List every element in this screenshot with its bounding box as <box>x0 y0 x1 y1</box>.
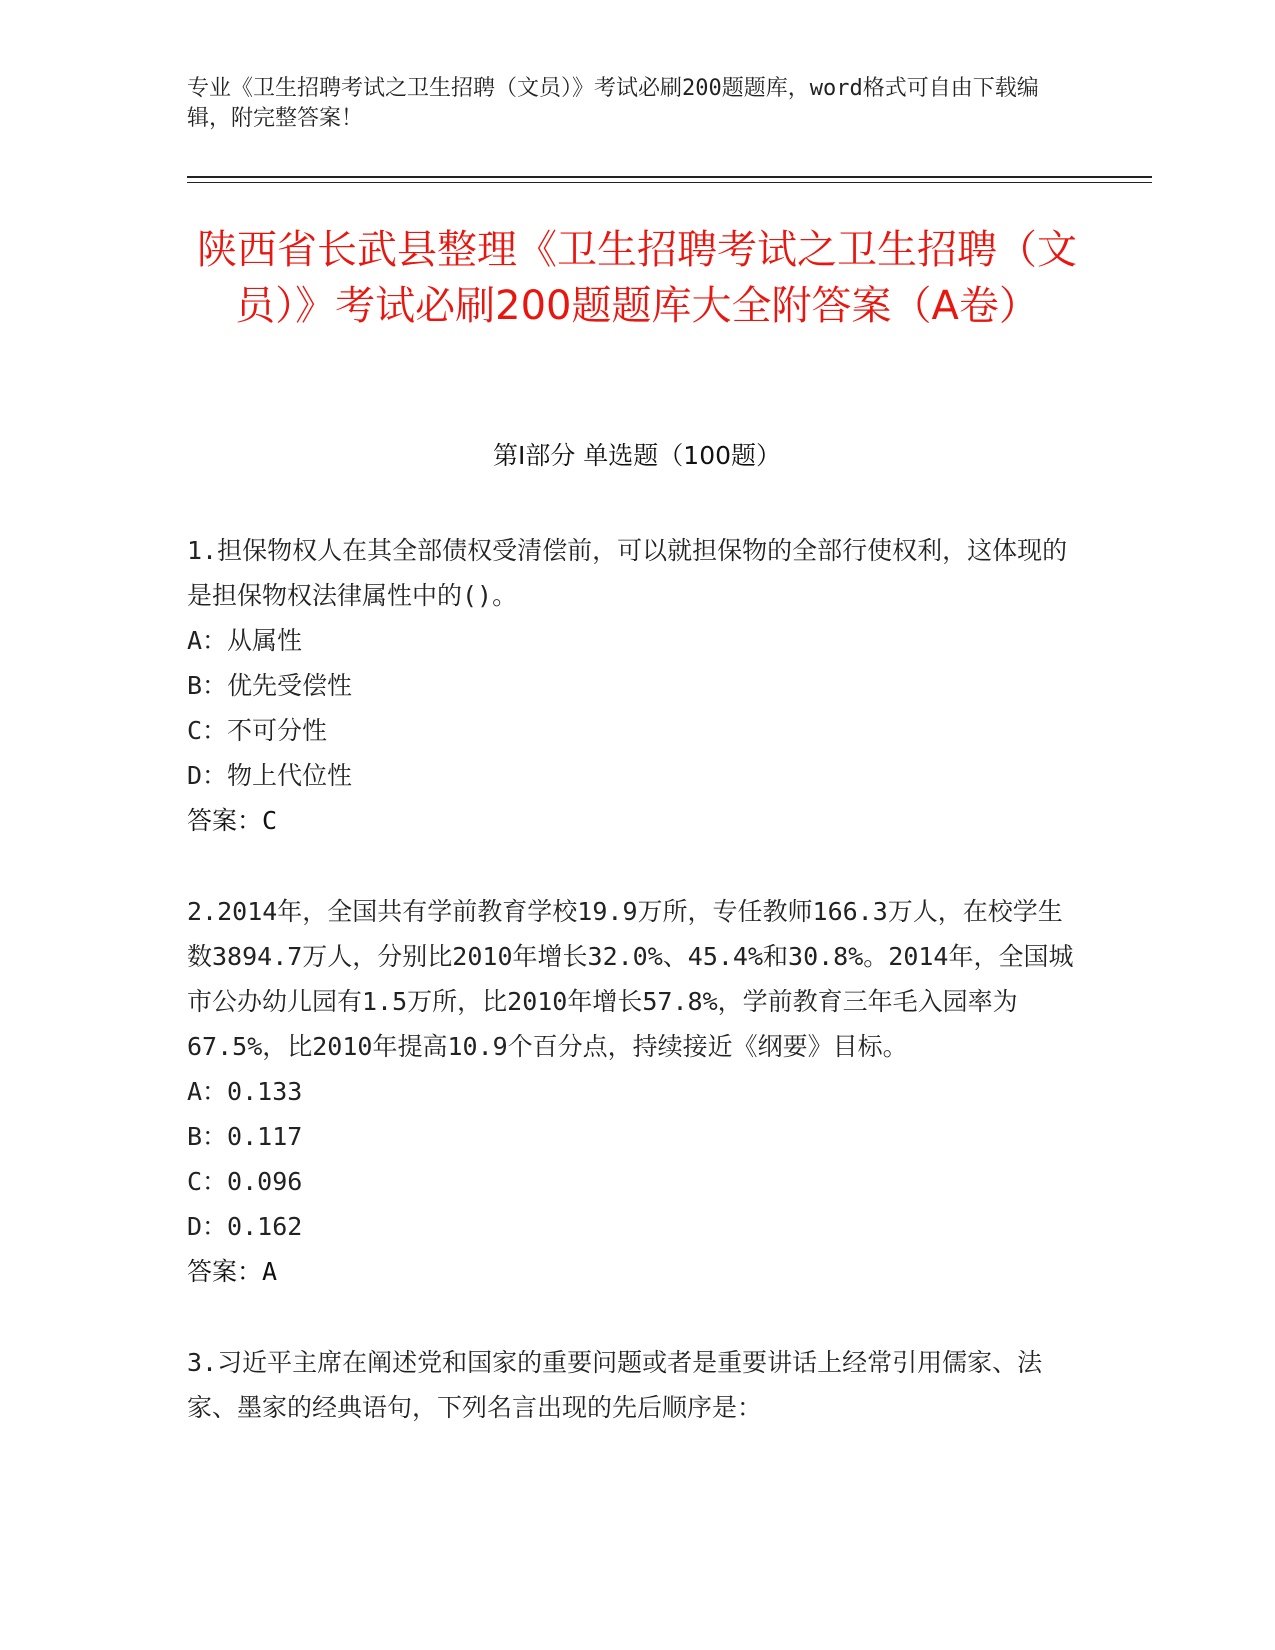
option-c: C：不可分性 <box>187 716 328 745</box>
option-a: A：从属性 <box>187 626 303 655</box>
option-b: B：优先受偿性 <box>187 671 353 700</box>
option-b: B：0.117 <box>187 1122 303 1151</box>
question-list <box>187 528 1087 1476</box>
question-stem: 1.担保物权人在其全部债权受清偿前，可以就担保物的全部行使权利，这体现的是担保物权法律属性中的()。 <box>187 536 1068 610</box>
header-note: 专业《卫生招聘考试之卫生招聘（文员）》考试必刷200题题库，word格式可自由下载编辑，附完整答案！ <box>187 76 1039 131</box>
option-d: D：0.162 <box>187 1212 303 1241</box>
answer-label: 答案： <box>187 1257 263 1286</box>
header-rule-thin <box>187 182 1152 183</box>
question-3 <box>187 1340 1087 1430</box>
question-stem: 3.习近平主席在阐述党和国家的重要问题或者是重要讲话上经常引用儒家、法家、墨家的经典语句，下列名言出现的先后顺序是： <box>187 1348 1043 1422</box>
section-title: 第Ⅰ部分 单选题（100题） <box>492 441 782 470</box>
option-a: A：0.133 <box>187 1077 303 1106</box>
question-stem: 2.2014年，全国共有学前教育学校19.9万所，专任教师166.3万人，在校学生数3894.7万人，分别比2010年增长32.0%、45.4%和30.8%。2014年，全国城市公办幼儿园有1.5万所，比2010年增长57.8%，学前教育三年毛入园率为67.5%，比2010年提高10.9个百分点，持续接近《纲要》目标。 <box>187 897 1074 1061</box>
answer-label: 答案： <box>187 806 263 835</box>
answer-value: A <box>262 1257 278 1286</box>
answer <box>187 798 1087 843</box>
option-c: C：0.096 <box>187 1167 303 1196</box>
answer-value: C <box>262 806 278 835</box>
question-2 <box>187 889 1087 1294</box>
answer <box>187 1249 1087 1294</box>
header-rule-thick <box>187 176 1152 178</box>
document-title: 陕西省长武县整理《卫生招聘考试之卫生招聘（文员）》考试必刷200题题库大全附答案（A卷） <box>197 227 1077 329</box>
question-1 <box>187 528 1087 843</box>
option-d: D：物上代位性 <box>187 761 353 790</box>
